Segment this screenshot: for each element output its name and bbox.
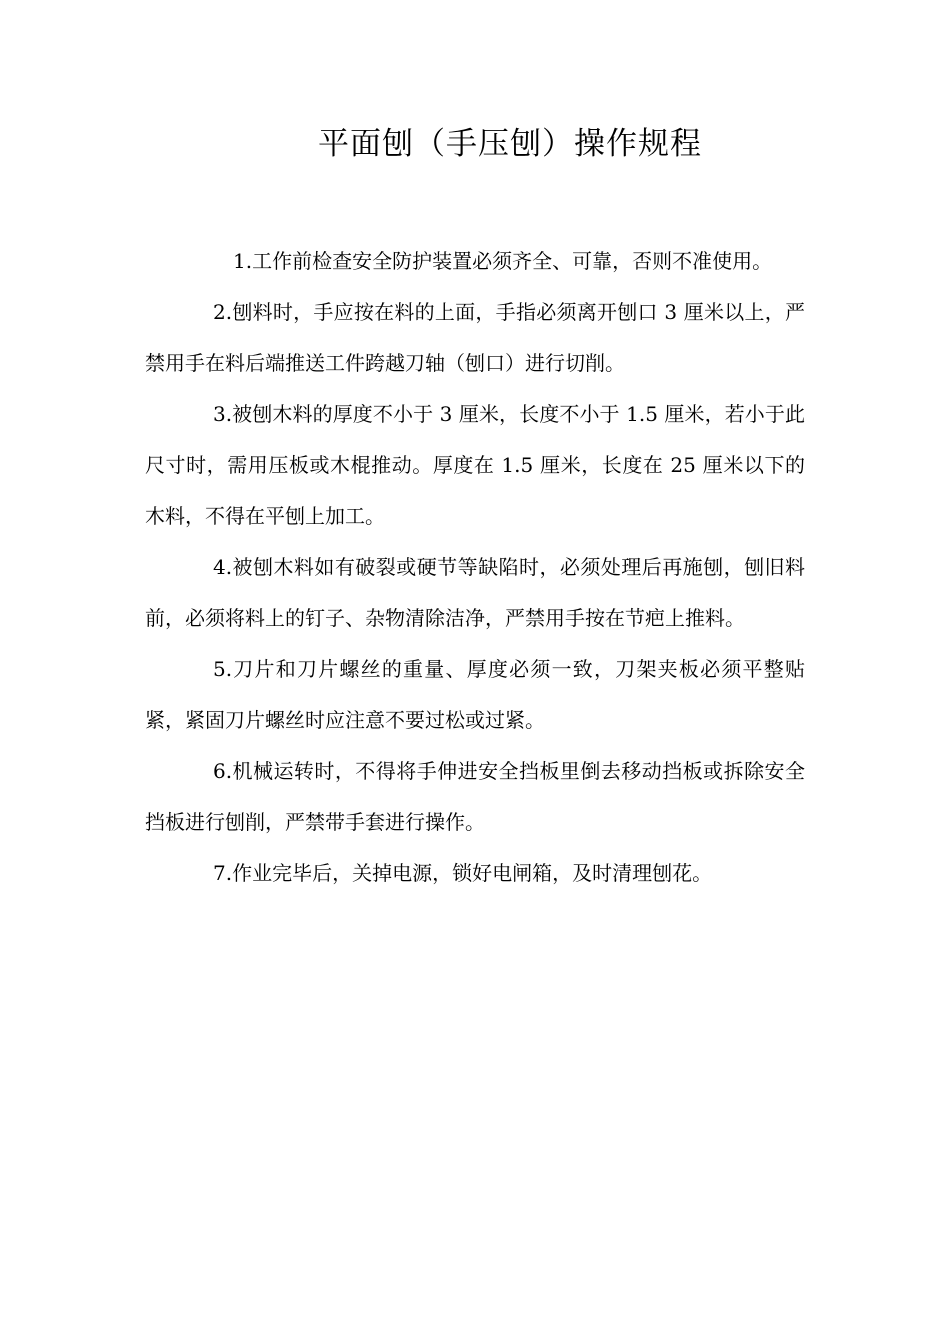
document-body xyxy=(145,236,805,899)
rule-paragraph-3: 3.被刨木料的厚度不小于 3 厘米，长度不小于 1.5 厘米，若小于此尺寸时，需用压板或木棍推动。厚度在 1.5 厘米，长度在 25 厘米以下的木料，不得在平刨上加工。 xyxy=(145,402,805,528)
rule-paragraph-2: 2.刨料时，手应按在料的上面，手指必须离开刨口 3 厘米以上，严禁用手在料后端推送工件跨越刀轴（刨口）进行切削。 xyxy=(145,300,805,375)
rule-paragraph-4: 4.被刨木料如有破裂或硬节等缺陷时，必须处理后再施刨，刨旧料前，必须将料上的钉子、杂物清除洁净，严禁用手按在节疤上推料。 xyxy=(145,555,805,630)
rule-paragraph-7: 7.作业完毕后，关掉电源，锁好电闸箱，及时清理刨花。 xyxy=(213,861,713,885)
rule-paragraph-6: 6.机械运转时，不得将手伸进安全挡板里倒去移动挡板或拆除安全挡板进行刨削，严禁带手套进行操作。 xyxy=(145,759,805,834)
document-title: 平面刨（手压刨）操作规程 xyxy=(318,126,702,162)
rule-paragraph-5: 5.刀片和刀片螺丝的重量、厚度必须一致，刀架夹板必须平整贴紧，紧固刀片螺丝时应注意不要过松或过紧。 xyxy=(145,657,805,732)
rule-paragraph-1: 1.工作前检查安全防护装置必须齐全、可靠，否则不准使用。 xyxy=(233,249,773,273)
